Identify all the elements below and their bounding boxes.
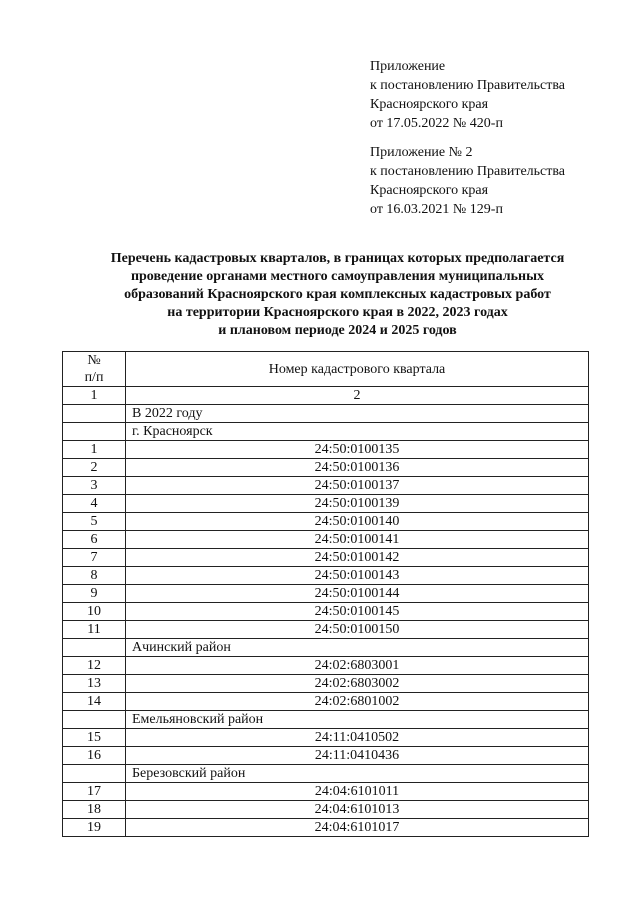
section-label: г. Красноярск	[126, 423, 589, 441]
row-number: 9	[63, 585, 126, 603]
row-number: 15	[63, 729, 126, 747]
row-number: 18	[63, 801, 126, 819]
cadastral-quarter-number: 24:04:6101011	[126, 783, 589, 801]
table-row	[63, 531, 589, 549]
table-row	[63, 549, 589, 567]
cadastral-quarter-number: 24:50:0100150	[126, 621, 589, 639]
table-row	[63, 585, 589, 603]
cadastral-quarter-number: 24:04:6101013	[126, 801, 589, 819]
row-number: 2	[63, 459, 126, 477]
cadastral-quarters-table	[62, 351, 589, 837]
cadastral-quarter-number: 24:50:0100137	[126, 477, 589, 495]
appendix-header-current	[370, 57, 630, 133]
row-number: 5	[63, 513, 126, 531]
table-row	[63, 675, 589, 693]
table-row	[63, 747, 589, 765]
section-empty-cell	[63, 405, 126, 423]
section-empty-cell	[63, 639, 126, 657]
title-line: образований Красноярского края комплексных кадастровых работ	[124, 287, 551, 302]
table-row	[63, 513, 589, 531]
table-row	[63, 783, 589, 801]
table-row	[63, 603, 589, 621]
cadastral-quarter-number: 24:50:0100139	[126, 495, 589, 513]
section-label: В 2022 году	[126, 405, 589, 423]
row-number: 8	[63, 567, 126, 585]
table-row	[63, 729, 589, 747]
table-index-row	[63, 387, 589, 405]
row-number: 6	[63, 531, 126, 549]
row-number: 10	[63, 603, 126, 621]
cadastral-quarter-number: 24:02:6803001	[126, 657, 589, 675]
section-row	[63, 639, 589, 657]
section-row	[63, 423, 589, 441]
appendix-region: Красноярского края	[370, 97, 489, 112]
table-row	[63, 477, 589, 495]
row-number: 17	[63, 783, 126, 801]
table-row	[63, 819, 589, 837]
title-line: проведение органами местного самоуправления муниципальных	[130, 269, 545, 284]
table-row	[63, 693, 589, 711]
section-row	[63, 711, 589, 729]
appendix-header-original	[370, 143, 630, 219]
table-row	[63, 621, 589, 639]
cadastral-quarter-number: 24:02:6801002	[126, 693, 589, 711]
section-label: Емельяновский район	[126, 711, 589, 729]
appendix-label: Приложение № 2	[370, 145, 473, 160]
cadastral-quarter-number: 24:11:0410502	[126, 729, 589, 747]
table-row	[63, 567, 589, 585]
cadastral-quarter-number: 24:50:0100141	[126, 531, 589, 549]
row-number: 1	[63, 441, 126, 459]
header-number-cell	[63, 352, 126, 387]
appendix-label: Приложение	[370, 59, 446, 74]
row-number: 19	[63, 819, 126, 837]
section-label: Березовский район	[126, 765, 589, 783]
appendix-date-number: от 16.03.2021 № 129-п	[370, 202, 503, 217]
index-cell-2: 2	[126, 387, 589, 405]
section-empty-cell	[63, 423, 126, 441]
row-number: 12	[63, 657, 126, 675]
cadastral-quarter-number: 24:02:6803002	[126, 675, 589, 693]
section-row	[63, 765, 589, 783]
cadastral-quarter-number: 24:50:0100140	[126, 513, 589, 531]
table-header-row	[63, 352, 589, 387]
document-title	[40, 250, 635, 340]
row-number: 11	[63, 621, 126, 639]
title-line: и плановом периоде 2024 и 2025 годов	[218, 323, 457, 338]
section-label: Ачинский район	[126, 639, 589, 657]
row-number: 3	[63, 477, 126, 495]
cadastral-quarter-number: 24:11:0410436	[126, 747, 589, 765]
cadastral-quarter-number: 24:50:0100145	[126, 603, 589, 621]
cadastral-quarter-number: 24:50:0100143	[126, 567, 589, 585]
section-row	[63, 405, 589, 423]
row-number: 13	[63, 675, 126, 693]
table-row	[63, 801, 589, 819]
cadastral-quarter-number: 24:50:0100144	[126, 585, 589, 603]
table-row	[63, 495, 589, 513]
header-number-sign: №	[87, 353, 101, 368]
appendix-resolution-ref: к постановлению Правительства	[370, 78, 566, 93]
index-cell-1: 1	[63, 387, 126, 405]
section-empty-cell	[63, 765, 126, 783]
header-quarter-number-cell: Номер кадастрового квартала	[126, 352, 589, 387]
appendix-resolution-ref: к постановлению Правительства	[370, 164, 566, 179]
header-number-abbr: п/п	[84, 370, 104, 385]
cadastral-quarter-number: 24:50:0100142	[126, 549, 589, 567]
row-number: 7	[63, 549, 126, 567]
cadastral-quarter-number: 24:04:6101017	[126, 819, 589, 837]
title-line: на территории Красноярского края в 2022, 2023 годах	[167, 305, 508, 320]
table-row	[63, 459, 589, 477]
cadastral-quarter-number: 24:50:0100135	[126, 441, 589, 459]
table-row	[63, 441, 589, 459]
appendix-region: Красноярского края	[370, 183, 489, 198]
section-empty-cell	[63, 711, 126, 729]
cadastral-quarter-number: 24:50:0100136	[126, 459, 589, 477]
title-line: Перечень кадастровых кварталов, в границах которых предполагается	[110, 251, 565, 266]
row-number: 14	[63, 693, 126, 711]
appendix-date-number: от 17.05.2022 № 420-п	[370, 116, 503, 131]
table-row	[63, 657, 589, 675]
row-number: 16	[63, 747, 126, 765]
row-number: 4	[63, 495, 126, 513]
